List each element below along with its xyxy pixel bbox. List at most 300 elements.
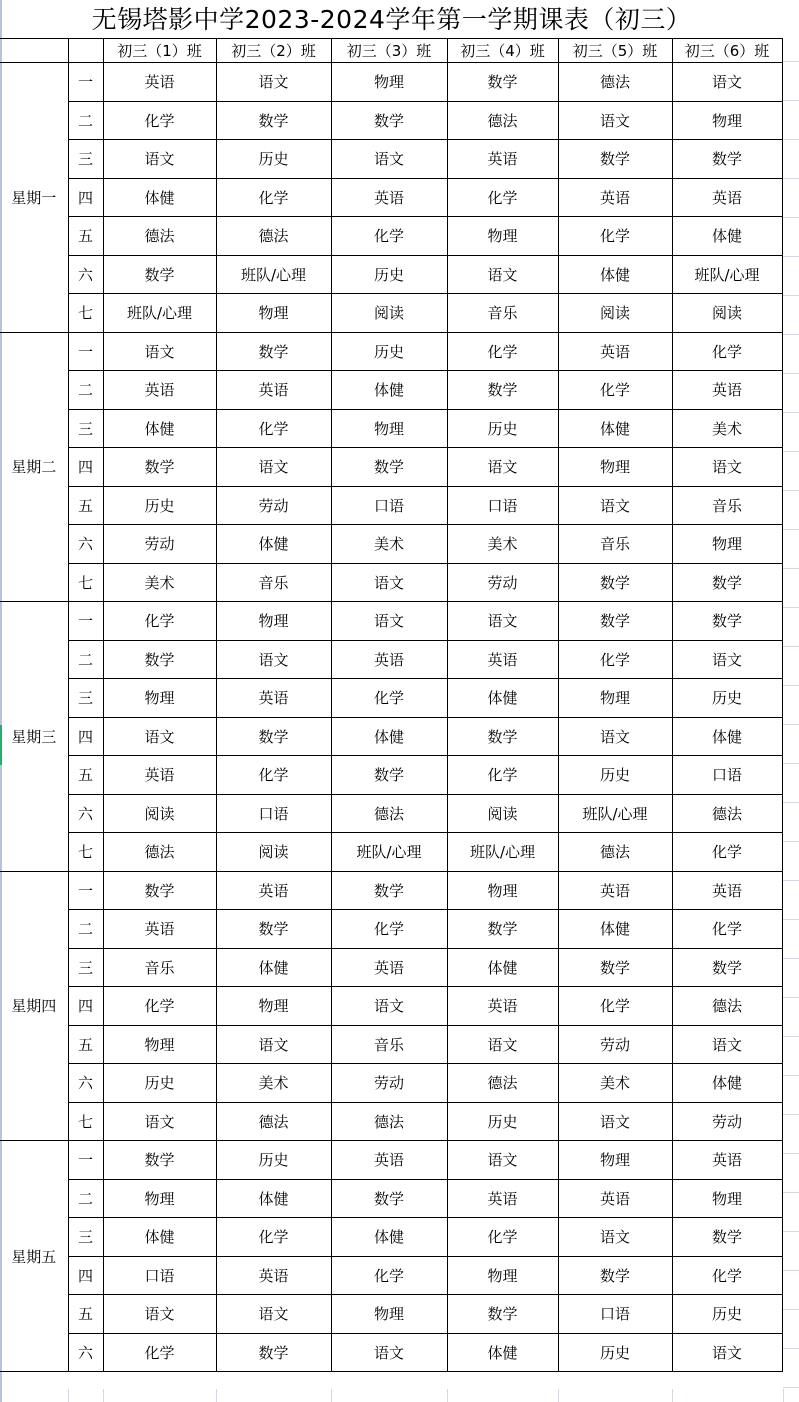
subject-cell[interactable]: 数学 xyxy=(558,140,672,179)
subject-cell[interactable]: 历史 xyxy=(103,1064,216,1103)
table-row xyxy=(0,833,782,872)
subject-cell[interactable]: 语文 xyxy=(672,63,782,102)
subject-cell[interactable]: 化学 xyxy=(672,332,782,371)
subject-cell[interactable]: 美术 xyxy=(447,525,558,564)
subject-cell[interactable]: 化学 xyxy=(558,217,672,256)
subject-cell[interactable]: 德法 xyxy=(331,794,447,833)
subject-cell[interactable]: 英语 xyxy=(216,371,331,410)
period-number[interactable]: 二 xyxy=(68,371,103,410)
subject-cell[interactable]: 英语 xyxy=(331,1141,447,1180)
gridline xyxy=(783,529,799,530)
subject-cell[interactable]: 数学 xyxy=(672,602,782,641)
subject-cell[interactable]: 数学 xyxy=(558,948,672,987)
subject-cell[interactable]: 物理 xyxy=(447,871,558,910)
sheet-bottom-gridlines xyxy=(0,1389,799,1402)
subject-cell[interactable]: 语文 xyxy=(672,448,782,487)
subject-cell[interactable]: 化学 xyxy=(447,332,558,371)
gridline xyxy=(783,724,799,725)
period-number[interactable]: 一 xyxy=(68,63,103,102)
subject-cell[interactable]: 语文 xyxy=(558,1102,672,1141)
period-number[interactable]: 三 xyxy=(68,1218,103,1257)
subject-cell[interactable]: 物理 xyxy=(672,1179,782,1218)
subject-cell[interactable]: 美术 xyxy=(103,563,216,602)
table-row xyxy=(0,1218,782,1257)
gridline xyxy=(672,1389,673,1402)
subject-cell[interactable]: 音乐 xyxy=(103,948,216,987)
subject-cell[interactable]: 数学 xyxy=(558,602,672,641)
gridline xyxy=(783,763,799,764)
period-number[interactable]: 六 xyxy=(68,794,103,833)
subject-cell[interactable]: 英语 xyxy=(558,332,672,371)
subject-cell[interactable]: 数学 xyxy=(216,332,331,371)
subject-cell[interactable]: 体健 xyxy=(103,409,216,448)
class-header[interactable]: 初三（3）班 xyxy=(331,39,447,63)
subject-cell[interactable]: 化学 xyxy=(331,1256,447,1295)
period-number[interactable]: 五 xyxy=(68,1295,103,1334)
period-number[interactable]: 三 xyxy=(68,948,103,987)
subject-cell[interactable]: 劳动 xyxy=(558,1025,672,1064)
table-row xyxy=(0,1295,782,1334)
subject-cell[interactable]: 英语 xyxy=(672,1141,782,1180)
gridline xyxy=(783,1114,799,1115)
subject-cell[interactable]: 音乐 xyxy=(331,1025,447,1064)
subject-cell[interactable]: 英语 xyxy=(103,371,216,410)
table-row xyxy=(0,140,782,179)
period-number[interactable]: 五 xyxy=(68,217,103,256)
subject-cell[interactable]: 语文 xyxy=(331,1333,447,1372)
gridline xyxy=(783,295,799,296)
subject-cell[interactable]: 口语 xyxy=(672,756,782,795)
subject-cell[interactable]: 数学 xyxy=(447,63,558,102)
subject-cell[interactable]: 语文 xyxy=(447,1141,558,1180)
subject-cell[interactable]: 语文 xyxy=(216,1025,331,1064)
period-number[interactable]: 五 xyxy=(68,486,103,525)
subject-cell[interactable]: 历史 xyxy=(447,409,558,448)
table-row xyxy=(0,332,782,371)
subject-cell[interactable]: 语文 xyxy=(447,255,558,294)
subject-cell[interactable]: 语文 xyxy=(447,448,558,487)
period-number[interactable]: 四 xyxy=(68,987,103,1026)
subject-cell[interactable]: 英语 xyxy=(672,871,782,910)
class-header[interactable]: 初三（2）班 xyxy=(216,39,331,63)
subject-cell[interactable]: 语文 xyxy=(672,1333,782,1372)
period-number[interactable]: 三 xyxy=(68,140,103,179)
subject-cell[interactable]: 口语 xyxy=(103,1256,216,1295)
table-row xyxy=(0,871,782,910)
subject-cell[interactable]: 体健 xyxy=(103,1218,216,1257)
subject-cell[interactable]: 物理 xyxy=(331,63,447,102)
subject-cell[interactable]: 数学 xyxy=(103,255,216,294)
subject-cell[interactable]: 英语 xyxy=(558,1179,672,1218)
subject-cell[interactable]: 班队/心理 xyxy=(103,294,216,333)
subject-cell[interactable]: 音乐 xyxy=(216,563,331,602)
subject-cell[interactable]: 英语 xyxy=(558,871,672,910)
subject-cell[interactable]: 化学 xyxy=(672,910,782,949)
table-row xyxy=(0,409,782,448)
subject-cell[interactable]: 体健 xyxy=(447,679,558,718)
subject-cell[interactable]: 语文 xyxy=(558,486,672,525)
day-label[interactable]: 星期四 xyxy=(0,871,68,1141)
subject-cell[interactable]: 化学 xyxy=(216,409,331,448)
subject-cell[interactable]: 语文 xyxy=(331,602,447,641)
day-label[interactable]: 星期一 xyxy=(0,63,68,333)
table-row xyxy=(0,1179,782,1218)
subject-cell[interactable]: 物理 xyxy=(103,679,216,718)
subject-cell[interactable]: 德法 xyxy=(558,63,672,102)
period-number[interactable]: 二 xyxy=(68,640,103,679)
subject-cell[interactable]: 化学 xyxy=(103,602,216,641)
period-number[interactable]: 五 xyxy=(68,756,103,795)
subject-cell[interactable]: 语文 xyxy=(331,987,447,1026)
subject-cell[interactable]: 数学 xyxy=(216,1333,331,1372)
subject-cell[interactable]: 历史 xyxy=(216,1141,331,1180)
period-number[interactable]: 七 xyxy=(68,1102,103,1141)
subject-cell[interactable]: 语文 xyxy=(331,140,447,179)
subject-cell[interactable]: 历史 xyxy=(216,140,331,179)
subject-cell[interactable]: 化学 xyxy=(103,1333,216,1372)
subject-cell[interactable]: 历史 xyxy=(331,255,447,294)
subject-cell[interactable]: 劳动 xyxy=(672,1102,782,1141)
subject-cell[interactable]: 阅读 xyxy=(216,833,331,872)
subject-cell[interactable]: 历史 xyxy=(558,756,672,795)
day-label[interactable]: 星期三 xyxy=(0,602,68,872)
subject-cell[interactable]: 劳动 xyxy=(447,563,558,602)
subject-cell[interactable]: 英语 xyxy=(216,679,331,718)
gridline xyxy=(783,1387,799,1388)
table-row xyxy=(0,217,782,256)
subject-cell[interactable]: 阅读 xyxy=(331,294,447,333)
period-number[interactable]: 四 xyxy=(68,717,103,756)
subject-cell[interactable]: 化学 xyxy=(331,217,447,256)
period-number[interactable]: 六 xyxy=(68,255,103,294)
class-header[interactable]: 初三（6）班 xyxy=(672,39,782,63)
subject-cell[interactable]: 班队/心理 xyxy=(447,833,558,872)
subject-cell[interactable]: 体健 xyxy=(216,525,331,564)
subject-cell[interactable]: 化学 xyxy=(216,756,331,795)
subject-cell[interactable]: 音乐 xyxy=(447,294,558,333)
period-number[interactable]: 四 xyxy=(68,1256,103,1295)
subject-cell[interactable]: 数学 xyxy=(672,140,782,179)
subject-cell[interactable]: 口语 xyxy=(331,486,447,525)
subject-cell[interactable]: 阅读 xyxy=(558,294,672,333)
subject-cell[interactable]: 阅读 xyxy=(447,794,558,833)
subject-cell[interactable]: 物理 xyxy=(216,987,331,1026)
subject-cell[interactable]: 语文 xyxy=(558,717,672,756)
subject-cell[interactable]: 数学 xyxy=(558,563,672,602)
subject-cell[interactable]: 英语 xyxy=(103,910,216,949)
subject-cell[interactable]: 语文 xyxy=(447,1025,558,1064)
subject-cell[interactable]: 劳动 xyxy=(216,486,331,525)
subject-cell[interactable]: 体健 xyxy=(672,717,782,756)
subject-cell[interactable]: 语文 xyxy=(216,63,331,102)
subject-cell[interactable]: 历史 xyxy=(447,1102,558,1141)
table-row xyxy=(0,910,782,949)
period-number[interactable]: 四 xyxy=(68,178,103,217)
class-header[interactable]: 初三（4）班 xyxy=(447,39,558,63)
subject-cell[interactable]: 化学 xyxy=(558,371,672,410)
gridline xyxy=(783,1192,799,1193)
subject-cell[interactable]: 物理 xyxy=(672,101,782,140)
subject-cell[interactable]: 数学 xyxy=(447,1295,558,1334)
table-row xyxy=(0,679,782,718)
subject-cell[interactable]: 英语 xyxy=(447,987,558,1026)
subject-cell[interactable]: 语文 xyxy=(331,563,447,602)
subject-cell[interactable]: 化学 xyxy=(672,833,782,872)
subject-cell[interactable]: 美术 xyxy=(216,1064,331,1103)
subject-cell[interactable]: 数学 xyxy=(331,756,447,795)
subject-cell[interactable]: 班队/心理 xyxy=(672,255,782,294)
subject-cell[interactable]: 语文 xyxy=(103,717,216,756)
gridline xyxy=(558,1389,559,1402)
subject-cell[interactable]: 英语 xyxy=(103,63,216,102)
subject-cell[interactable]: 数学 xyxy=(558,1256,672,1295)
subject-cell[interactable]: 体健 xyxy=(103,178,216,217)
subject-cell[interactable]: 阅读 xyxy=(672,294,782,333)
period-number[interactable]: 五 xyxy=(68,1025,103,1064)
subject-cell[interactable]: 数学 xyxy=(447,717,558,756)
subject-cell[interactable]: 物理 xyxy=(558,1141,672,1180)
subject-cell[interactable]: 物理 xyxy=(216,294,331,333)
subject-cell[interactable]: 历史 xyxy=(672,1295,782,1334)
gridline xyxy=(103,1389,104,1402)
subject-cell[interactable]: 体健 xyxy=(558,409,672,448)
subject-cell[interactable]: 美术 xyxy=(672,409,782,448)
subject-cell[interactable]: 语文 xyxy=(672,1025,782,1064)
gridline xyxy=(783,1231,799,1232)
subject-cell[interactable]: 历史 xyxy=(103,486,216,525)
table-row xyxy=(0,602,782,641)
subject-cell[interactable]: 化学 xyxy=(558,987,672,1026)
table-row xyxy=(0,1256,782,1295)
gridline xyxy=(783,841,799,842)
subject-cell[interactable]: 班队/心理 xyxy=(331,833,447,872)
subject-cell[interactable]: 劳动 xyxy=(331,1064,447,1103)
gridline xyxy=(783,217,799,218)
subject-cell[interactable]: 音乐 xyxy=(558,525,672,564)
subject-cell[interactable]: 化学 xyxy=(103,101,216,140)
subject-cell[interactable]: 口语 xyxy=(558,1295,672,1334)
subject-cell[interactable]: 德法 xyxy=(447,101,558,140)
subject-cell[interactable]: 口语 xyxy=(216,794,331,833)
gridline xyxy=(783,334,799,335)
table-row xyxy=(0,640,782,679)
period-number[interactable]: 三 xyxy=(68,409,103,448)
period-number[interactable]: 一 xyxy=(68,602,103,641)
subject-cell[interactable]: 体健 xyxy=(216,948,331,987)
period-number[interactable]: 二 xyxy=(68,101,103,140)
gridline xyxy=(783,1348,799,1349)
subject-cell[interactable]: 数学 xyxy=(331,101,447,140)
subject-cell[interactable]: 语文 xyxy=(216,448,331,487)
subject-cell[interactable]: 化学 xyxy=(447,178,558,217)
subject-cell[interactable]: 德法 xyxy=(103,833,216,872)
subject-cell[interactable]: 物理 xyxy=(103,1179,216,1218)
subject-cell[interactable]: 英语 xyxy=(447,640,558,679)
subject-cell[interactable]: 数学 xyxy=(103,1141,216,1180)
subject-cell[interactable]: 体健 xyxy=(331,371,447,410)
gridline xyxy=(783,802,799,803)
subject-cell[interactable]: 数学 xyxy=(447,371,558,410)
subject-cell[interactable]: 化学 xyxy=(447,1218,558,1257)
class-header[interactable]: 初三（1）班 xyxy=(103,39,216,63)
table-row xyxy=(0,717,782,756)
subject-cell[interactable]: 语文 xyxy=(216,640,331,679)
subject-cell[interactable]: 英语 xyxy=(216,1256,331,1295)
period-number[interactable]: 七 xyxy=(68,294,103,333)
period-number[interactable]: 三 xyxy=(68,679,103,718)
gridline xyxy=(783,61,799,62)
subject-cell[interactable]: 语文 xyxy=(672,640,782,679)
subject-cell[interactable]: 英语 xyxy=(216,871,331,910)
subject-cell[interactable]: 化学 xyxy=(558,640,672,679)
subject-cell[interactable]: 物理 xyxy=(331,1295,447,1334)
subject-cell[interactable]: 英语 xyxy=(331,948,447,987)
subject-cell[interactable]: 英语 xyxy=(558,178,672,217)
subject-cell[interactable]: 数学 xyxy=(672,1218,782,1257)
subject-cell[interactable]: 语文 xyxy=(558,101,672,140)
subject-cell[interactable]: 美术 xyxy=(558,1064,672,1103)
subject-cell[interactable]: 数学 xyxy=(216,910,331,949)
subject-cell[interactable]: 语文 xyxy=(103,1295,216,1334)
subject-cell[interactable]: 体健 xyxy=(672,1064,782,1103)
subject-cell[interactable]: 体健 xyxy=(331,1218,447,1257)
subject-cell[interactable]: 数学 xyxy=(672,948,782,987)
subject-cell[interactable]: 语文 xyxy=(103,332,216,371)
subject-cell[interactable]: 班队/心理 xyxy=(558,794,672,833)
gridline xyxy=(783,880,799,881)
gridline xyxy=(783,451,799,452)
subject-cell[interactable]: 英语 xyxy=(103,756,216,795)
subject-cell[interactable]: 化学 xyxy=(103,987,216,1026)
subject-cell[interactable]: 德法 xyxy=(558,833,672,872)
day-label[interactable]: 星期五 xyxy=(0,1141,68,1372)
table-row xyxy=(0,178,782,217)
subject-cell[interactable]: 劳动 xyxy=(103,525,216,564)
subject-cell[interactable]: 英语 xyxy=(447,1179,558,1218)
subject-cell[interactable]: 体健 xyxy=(331,717,447,756)
subject-cell[interactable]: 物理 xyxy=(331,409,447,448)
subject-cell[interactable]: 体健 xyxy=(447,1333,558,1372)
subject-cell[interactable]: 数学 xyxy=(216,101,331,140)
subject-cell[interactable]: 数学 xyxy=(103,640,216,679)
subject-cell[interactable]: 英语 xyxy=(331,640,447,679)
day-label[interactable]: 星期二 xyxy=(0,332,68,602)
subject-cell[interactable]: 体健 xyxy=(558,910,672,949)
table-row xyxy=(0,63,782,102)
subject-cell[interactable]: 物理 xyxy=(558,679,672,718)
subject-cell[interactable]: 口语 xyxy=(447,486,558,525)
subject-cell[interactable]: 历史 xyxy=(331,332,447,371)
subject-cell[interactable]: 化学 xyxy=(447,756,558,795)
subject-cell[interactable]: 英语 xyxy=(331,178,447,217)
gridline xyxy=(783,100,799,101)
subject-cell[interactable]: 物理 xyxy=(447,217,558,256)
page-title: 无锡塔影中学2023-2024学年第一学期课表（初三） xyxy=(91,5,692,34)
table-row xyxy=(0,525,782,564)
subject-cell[interactable]: 英语 xyxy=(447,140,558,179)
subject-cell[interactable]: 语文 xyxy=(103,140,216,179)
subject-cell[interactable]: 班队/心理 xyxy=(216,255,331,294)
period-number[interactable]: 一 xyxy=(68,332,103,371)
subject-cell[interactable]: 体健 xyxy=(447,948,558,987)
subject-cell[interactable]: 语文 xyxy=(558,1218,672,1257)
period-number[interactable]: 七 xyxy=(68,833,103,872)
subject-cell[interactable]: 体健 xyxy=(216,1179,331,1218)
subject-cell[interactable]: 化学 xyxy=(672,1256,782,1295)
period-number[interactable]: 二 xyxy=(68,910,103,949)
subject-cell[interactable]: 语文 xyxy=(216,1295,331,1334)
period-number[interactable]: 一 xyxy=(68,1141,103,1180)
period-number[interactable]: 七 xyxy=(68,563,103,602)
subject-cell[interactable]: 物理 xyxy=(558,448,672,487)
class-header[interactable]: 初三（5）班 xyxy=(558,39,672,63)
gridline xyxy=(783,919,799,920)
subject-cell[interactable]: 美术 xyxy=(331,525,447,564)
gridline xyxy=(783,685,799,686)
period-number[interactable]: 六 xyxy=(68,1064,103,1103)
subject-cell[interactable]: 化学 xyxy=(331,679,447,718)
period-number[interactable]: 六 xyxy=(68,1333,103,1372)
period-number[interactable]: 四 xyxy=(68,448,103,487)
subject-cell[interactable]: 数学 xyxy=(331,871,447,910)
subject-cell[interactable]: 历史 xyxy=(558,1333,672,1372)
subject-cell[interactable]: 物理 xyxy=(103,1025,216,1064)
subject-cell[interactable]: 物理 xyxy=(216,602,331,641)
subject-cell[interactable]: 数学 xyxy=(331,448,447,487)
subject-cell[interactable]: 化学 xyxy=(216,1218,331,1257)
period-number[interactable]: 一 xyxy=(68,871,103,910)
subject-cell[interactable]: 体健 xyxy=(558,255,672,294)
subject-cell[interactable]: 语文 xyxy=(103,1102,216,1141)
subject-cell[interactable]: 德法 xyxy=(447,1064,558,1103)
subject-cell[interactable]: 化学 xyxy=(331,910,447,949)
gridline xyxy=(783,1270,799,1271)
subject-cell[interactable]: 语文 xyxy=(447,602,558,641)
subject-cell[interactable]: 体健 xyxy=(672,217,782,256)
subject-cell[interactable]: 物理 xyxy=(672,525,782,564)
subject-cell[interactable]: 数学 xyxy=(216,717,331,756)
subject-cell[interactable]: 数学 xyxy=(672,563,782,602)
subject-cell[interactable]: 音乐 xyxy=(672,486,782,525)
subject-cell[interactable]: 德法 xyxy=(216,217,331,256)
period-number[interactable]: 二 xyxy=(68,1179,103,1218)
subject-cell[interactable]: 阅读 xyxy=(103,794,216,833)
subject-cell[interactable]: 历史 xyxy=(672,679,782,718)
subject-cell[interactable]: 化学 xyxy=(216,178,331,217)
subject-cell[interactable]: 数学 xyxy=(103,871,216,910)
subject-cell[interactable]: 德法 xyxy=(216,1102,331,1141)
gridline xyxy=(68,1389,69,1402)
subject-cell[interactable]: 数学 xyxy=(103,448,216,487)
subject-cell[interactable]: 物理 xyxy=(447,1256,558,1295)
subject-cell[interactable]: 德法 xyxy=(103,217,216,256)
subject-cell[interactable]: 数学 xyxy=(331,1179,447,1218)
subject-cell[interactable]: 英语 xyxy=(672,178,782,217)
table-row xyxy=(0,948,782,987)
gridline xyxy=(783,412,799,413)
subject-cell[interactable]: 德法 xyxy=(672,987,782,1026)
table-row xyxy=(0,1025,782,1064)
period-number[interactable]: 六 xyxy=(68,525,103,564)
table-row xyxy=(0,101,782,140)
table-row xyxy=(0,756,782,795)
table-row xyxy=(0,448,782,487)
subject-cell[interactable]: 德法 xyxy=(331,1102,447,1141)
subject-cell[interactable]: 数学 xyxy=(447,910,558,949)
subject-cell[interactable]: 英语 xyxy=(672,371,782,410)
subject-cell[interactable]: 德法 xyxy=(672,794,782,833)
table-row xyxy=(0,486,782,525)
